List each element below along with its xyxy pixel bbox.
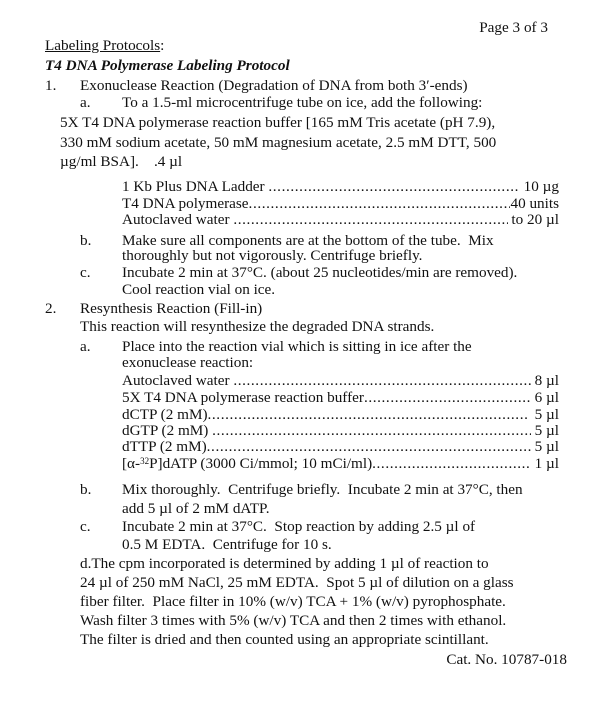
step-2d-line: The filter is dried and then counted using an appropriate scintillant. — [80, 631, 489, 648]
protocol-title: T4 DNA Polymerase Labeling Protocol — [45, 57, 290, 74]
step-2c-line: Incubate 2 min at 37°C. Stop reaction by adding 2.5 µl of — [122, 518, 476, 535]
section-heading-colon: : — [160, 37, 165, 54]
reagent-name: Autoclaved water — [122, 372, 234, 389]
step-1a-label: a. — [80, 94, 91, 111]
page-indicator: Page 3 of 3 — [479, 19, 548, 36]
catalog-number: Cat. No. 10787-018 — [446, 651, 567, 668]
step-2a-label: a. — [80, 338, 91, 355]
reagent-row — [122, 406, 559, 423]
reagent-name: 1 Kb Plus DNA Ladder — [122, 178, 269, 195]
reagent-amount: 5 µl — [530, 422, 559, 439]
step-1c-line: Cool reaction vial on ice. — [122, 281, 276, 298]
step-2c-line: 0.5 M EDTA. Centrifuge for 10 s. — [122, 536, 332, 553]
dot-leader — [233, 372, 531, 389]
reagent-row — [122, 389, 559, 406]
dot-leader — [364, 389, 531, 406]
step-2b-line: Mix thoroughly. Centrifuge briefly. Incubate 2 min at 37°C, then — [122, 481, 523, 498]
step-1-title: Exonuclease Reaction (Degradation of DNA from both 3′-ends) — [80, 77, 468, 94]
reagent-name-suffix: P]dATP (3000 Ci/mmol; 10 mCi/ml) — [149, 455, 373, 472]
step-2d-line: d.The cpm incorporated is determined by adding 1 µl of reaction to — [80, 555, 489, 572]
reagent-name-prefix: [α- — [122, 455, 141, 472]
reagent-row — [122, 195, 559, 212]
step-2-number: 2. — [45, 300, 57, 317]
reagent-name: dGTP (2 mM) — [122, 422, 213, 439]
step-2b-line: add 5 µl of 2 mM dATP. — [122, 500, 270, 517]
buffer-line: µg/ml BSA]. .4 µl — [60, 153, 183, 170]
dot-leader — [233, 211, 507, 228]
section-heading-text: Labeling Protocols — [45, 37, 161, 54]
reagent-row — [122, 372, 559, 389]
step-2d-line: 24 µl of 250 mM NaCl, 25 mM EDTA. Spot 5 µl of dilution on a glass — [80, 574, 514, 591]
reagent-amount: 5 µl — [530, 438, 559, 455]
step-2-intro: This reaction will resynthesize the degraded DNA strands. — [80, 318, 435, 335]
step-1a-text: To a 1.5-ml microcentrifuge tube on ice, add the following: — [122, 94, 483, 111]
section-heading — [45, 37, 164, 54]
reagent-name: Autoclaved water — [122, 211, 234, 228]
step-2a-line: Place into the reaction vial which is sitting in ice after the — [122, 338, 472, 355]
reagent-amount: 6 µl — [530, 389, 559, 406]
dot-leader — [372, 455, 531, 472]
reagent-name: dTTP (2 mM) — [122, 438, 207, 455]
reagent-amount: 1 µl — [530, 455, 559, 472]
reagent-amount: 10 µg — [519, 178, 559, 195]
step-2d-line: Wash filter 3 times with 5% (w/v) TCA and then 2 times with ethanol. — [80, 612, 507, 629]
dot-leader — [249, 195, 511, 212]
step-1-number: 1. — [45, 77, 57, 94]
reagent-amount: 40 units — [510, 195, 559, 212]
reagent-name: T4 DNA polymerase — [122, 195, 249, 212]
reagent-name: dCTP (2 mM) — [122, 406, 208, 423]
dot-leader — [268, 178, 519, 195]
buffer-line: 5X T4 DNA polymerase reaction buffer [165 mM Tris acetate (pH 7.9), — [60, 114, 496, 131]
reagent-name — [122, 455, 372, 472]
reagent-row — [122, 178, 559, 195]
step-2a-line: exonuclease reaction: — [122, 354, 254, 371]
dot-leader — [208, 406, 528, 423]
dot-leader — [207, 438, 531, 455]
reagent-row — [122, 455, 559, 472]
step-1b-line: thoroughly but not vigorously. Centrifuge briefly. — [122, 247, 423, 264]
step-2d-line: fiber filter. Place filter in 10% (w/v) TCA + 1% (w/v) pyrophosphate. — [80, 593, 506, 610]
isotope-superscript: 32 — [140, 456, 150, 466]
reagent-amount: to 20 µl — [507, 211, 559, 228]
reagent-row — [122, 438, 559, 455]
buffer-line: 330 mM sodium acetate, 50 mM magnesium acetate, 2.5 mM DTT, 500 — [60, 134, 497, 151]
reagent-amount: 8 µl — [530, 372, 559, 389]
step-2c-label: c. — [80, 518, 91, 535]
step-1b-label: b. — [80, 232, 92, 249]
step-2b-label: b. — [80, 481, 92, 498]
step-1b-line: Make sure all components are at the bottom of the tube. Mix — [122, 232, 494, 249]
dot-leader — [212, 422, 531, 439]
step-2-title: Resynthesis Reaction (Fill-in) — [80, 300, 263, 317]
step-1c-label: c. — [80, 264, 91, 281]
reagent-name: 5X T4 DNA polymerase reaction buffer — [122, 389, 364, 406]
step-1c-line: Incubate 2 min at 37°C. (about 25 nucleotides/min are removed). — [122, 264, 518, 281]
reagent-row — [122, 422, 559, 439]
reagent-amount: 5 µl — [527, 406, 559, 423]
reagent-row — [122, 211, 559, 228]
